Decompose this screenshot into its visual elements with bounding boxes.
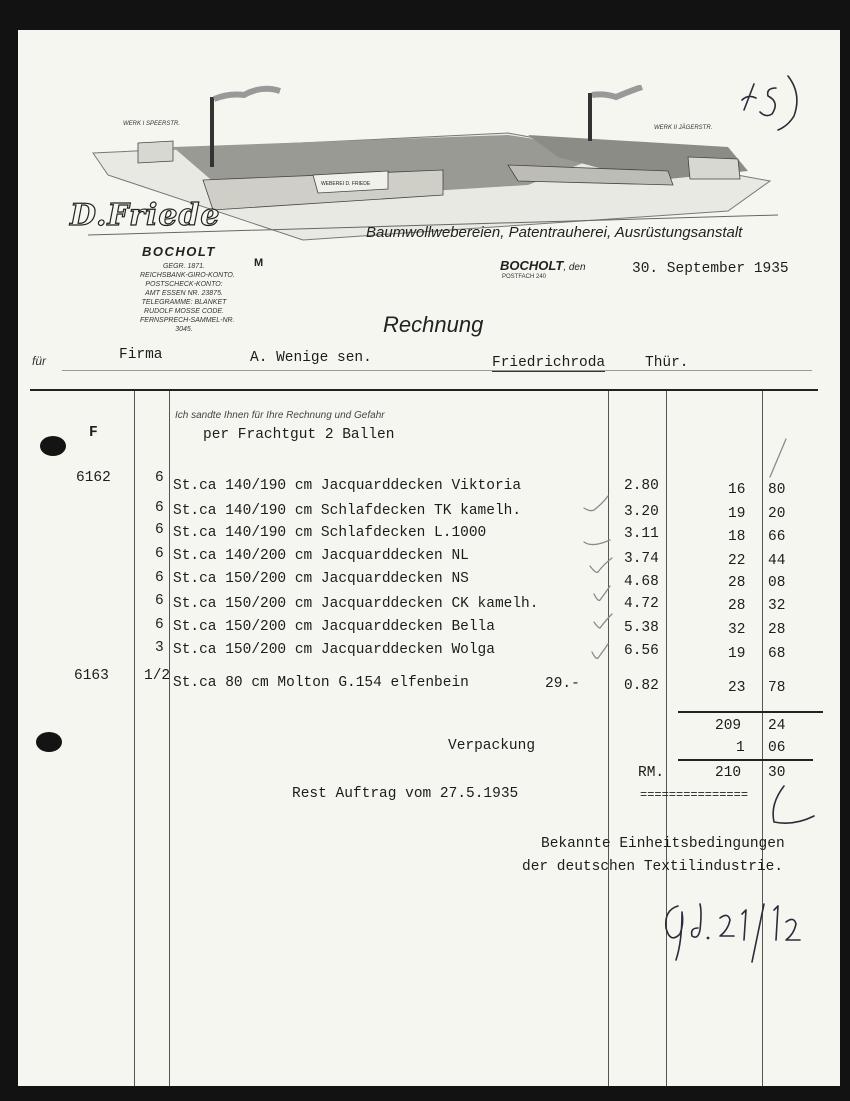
invoice-date: 30. September 1935: [632, 261, 789, 277]
handwritten-note-top: [736, 70, 816, 140]
total-rule: [678, 759, 813, 761]
werk2-label: WERK II JÄGERSTR.: [654, 125, 713, 131]
intro-text: Ich sandte Ihnen für Ihre Rechnung und Gefahr: [175, 410, 385, 421]
recipient-city: Friedrichroda: [492, 355, 606, 371]
pencil-tick: [766, 435, 796, 485]
recipient-region: Thür.: [645, 355, 689, 371]
package-mark: F: [89, 425, 98, 441]
terms-line-1: Bekannte Einheitsbedingungen: [541, 836, 785, 852]
subtotal-rule: [678, 711, 823, 713]
col-rule-4: [666, 391, 667, 1086]
logo-city: BOCHOLT: [142, 244, 216, 259]
invoice-title: Rechnung: [383, 312, 484, 337]
company-info: GEGR. 1871. REICHSBANK-GIRO-KONTO. POSTSCHECK-KONTO: AMT ESSEN NR. 23875. TELEGRAMME: BLANKET RUDOLF MOSSE CODE. FERNSPRECH-SAMMEL-NR. 3045.: [140, 263, 235, 333]
rest-order-text: Rest Auftrag vom 27.5.1935: [292, 786, 519, 802]
recipient-name: A. Wenige sen.: [250, 350, 372, 366]
total-double-rule: ===============: [640, 788, 749, 802]
subtotal-mark: 209: [715, 718, 742, 734]
packing-mark: 1: [736, 740, 745, 756]
letter-marker: M: [254, 257, 264, 269]
recipient-firma: Firma: [119, 347, 163, 363]
fuer-label: für: [32, 354, 47, 368]
total-pf: 30: [768, 765, 786, 781]
total-mark: 210: [715, 765, 742, 781]
handwritten-note-bottom: [656, 892, 806, 972]
company-logo: D.Friede: [70, 198, 221, 233]
packing-pf: 06: [768, 740, 786, 756]
packing-label: Verpackung: [448, 738, 536, 754]
col-rule-5: [762, 391, 763, 1086]
punch-hole-top: [40, 436, 66, 456]
factory-sign: WEBEREI D. FRIEDE: [321, 181, 371, 187]
place-label: BOCHOLT, den: [500, 258, 586, 273]
punch-hole-bottom: [36, 732, 62, 752]
shipment-text: per Frachtgut 2 Ballen: [203, 427, 395, 443]
invoice-paper: WERK I SPEERSTR. WERK II JÄGERSTR. WEBEREI D. FRIEDE D.Friede BOCHOLT Baumwollwebereien, Patentrauherei, Ausrüstungsanstalt GEGR. 1871. REICHSBANK-GIRO-KONTO. POSTSCHECK-KONTO: AMT ESSEN NR. 23875. TELEGRAMME: BLANKET RUDOLF MOSSE CODE. FERNSPRECH-SAMMEL-NR. 3045. M BOCHOLT, den POSTFACH 240 30. September 1935 Rechnung für Firma A. Wenige sen. Friedrichroda Thür. Ich sandte Ihnen für Ihre Rechnung und Gefahr per Frachtgut 2 Ballen F 6162 6 St.ca 140/190 cm Jacquarddecken Viktoria 2.80 16 80 6 St.ca 140/190 cm Schlafdecken TK kamelh. 3.20 19 20 6 St.ca 140/190 cm Schlafdecken L.1000 3.11 18 66 6 St.ca 140/200 cm Jacquarddecken NL 3.74 22 44 6 St.ca 150/200 cm Jacquarddecken NS 4.68 28 08 6 St.ca 150/200 cm Jacquarddecken CK kamelh. 4.72 28 32 6 St.ca 150/200 cm Jacquarddecken Bella 5.38 32 28 3 St.ca 150/200 cm Jacquarddecken Wolga 6.56 19 68 6163 1/2 St.ca 80 cm Molton G.154 elfenbein 29.- 0.82 23 78 209 24 Verpackung 1 06 RM. 210 30 =============== Rest Auftrag vom 27.5.1935 Bekannte Einheitsbedingungen der deutschen Textilindustrie.: [18, 30, 840, 1086]
col-rule-2: [169, 391, 170, 1086]
terms-line-2: der deutschen Textilindustrie.: [522, 859, 784, 875]
postfach-label: POSTFACH 240: [502, 274, 547, 280]
subtotal-pf: 24: [768, 718, 786, 734]
werk1-label: WERK I SPEERSTR.: [123, 121, 181, 127]
handwritten-stroke-total: [760, 780, 822, 830]
recipient-line: [62, 370, 812, 371]
pencil-check-marks: [578, 490, 648, 670]
table-top-rule: [30, 389, 818, 391]
company-slogan: Baumwollwebereien, Patentrauherei, Ausrüstungsanstalt: [366, 224, 743, 241]
col-rule-1: [134, 391, 135, 1086]
total-currency: RM.: [638, 765, 665, 781]
